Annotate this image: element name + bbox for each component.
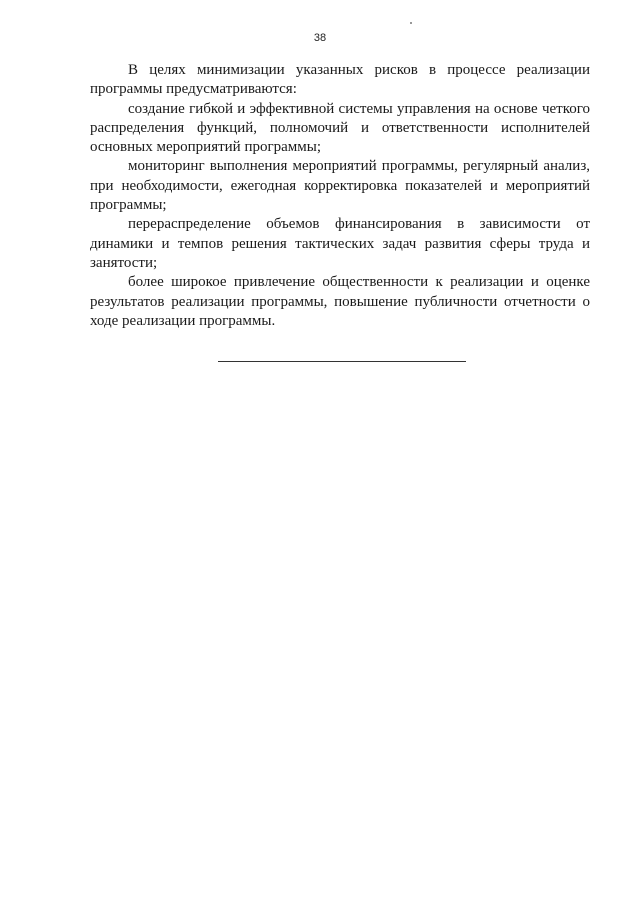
paragraph-monitoring: мониторинг выполнения мероприятий программы, регулярный анализ, при необходимости, ежегодная корректировка показателей и мероприятий программы; [90, 158, 590, 214]
body-text [90, 61, 590, 331]
page-number: 38 [313, 32, 327, 44]
paragraph-financing: перераспределение объемов финансирования в зависимости от динамики и темпов решения тактических задач развития сферы труда и занятости; [90, 216, 590, 271]
paragraph-public-involvement: более широкое привлечение общественности к реализации и оценке результатов реализации программы, повышение публичности отчетности о ходе реализации программы. [90, 274, 590, 329]
paragraph-management-system: создание гибкой и эффективной системы управления на основе четкого распределения функций, полномочий и ответственности исполнителей основных мероприятий программы; [90, 100, 590, 156]
paragraph-intro: В целях минимизации указанных рисков в процессе реализации программы предусматриваются: [90, 62, 590, 98]
scan-speck [410, 22, 412, 24]
end-rule [218, 361, 466, 362]
